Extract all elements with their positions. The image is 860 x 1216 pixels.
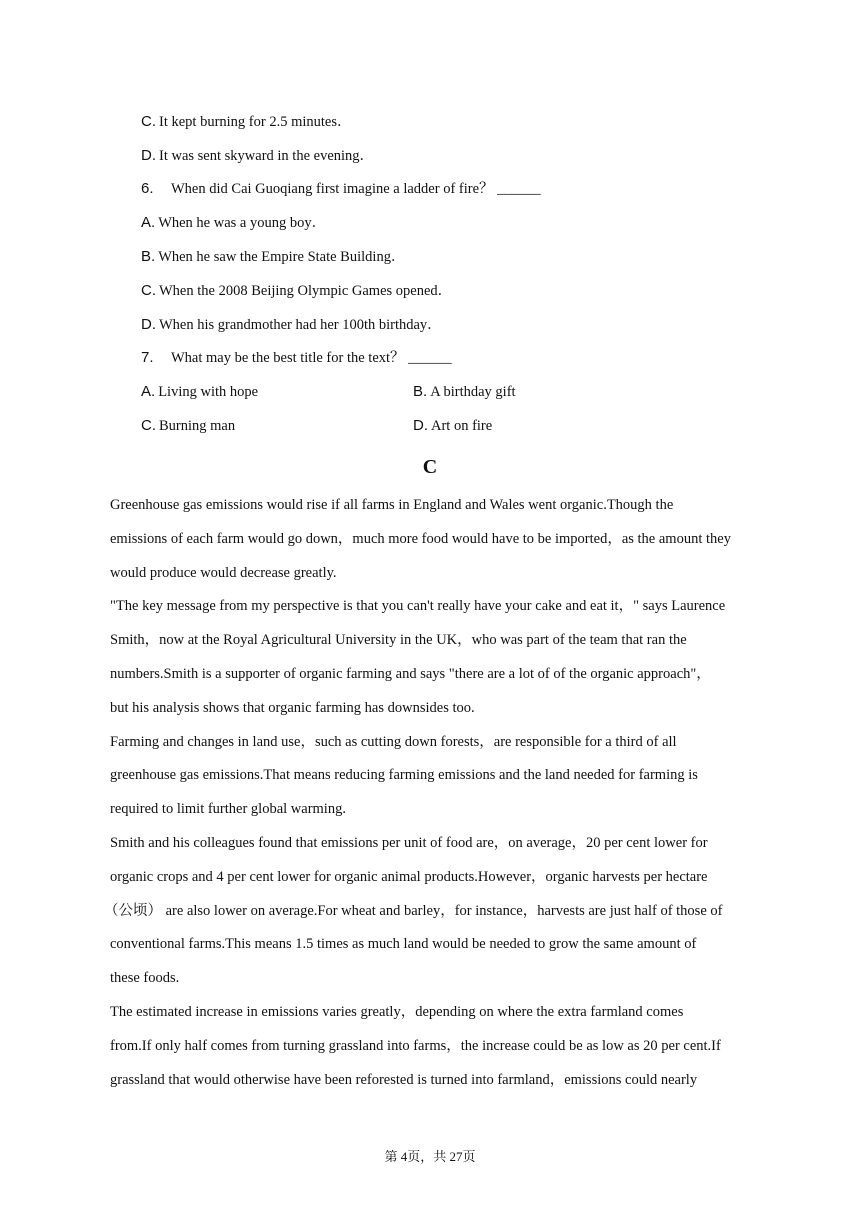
question-text: When did Cai Guoqiang first imagine a ladder of fire？ ______ <box>171 181 541 197</box>
passage-line: Smith and his colleagues found that emissions per unit of food are，on average，20 per cent lower for <box>110 835 708 851</box>
option-text: A birthday gift <box>430 384 516 400</box>
passage-line: from.If only half comes from turning grassland into farms，the increase could be as low as 20 per cent.If <box>110 1038 721 1054</box>
option-letter: C. <box>141 417 156 434</box>
option-text: When he was a young boy． <box>158 215 327 231</box>
option-letter: D. <box>141 316 156 333</box>
option-letter: C. <box>141 282 156 299</box>
option-letter: D. <box>141 147 156 164</box>
question-6 <box>141 179 541 199</box>
section-heading: C <box>422 456 438 478</box>
q6-option-b <box>141 247 405 267</box>
option-text: It was sent skyward in the evening． <box>159 148 375 164</box>
option-letter: B. <box>141 248 156 265</box>
passage-line: these foods. <box>110 970 180 986</box>
passage-line: Greenhouse gas emissions would rise if all farms in England and Wales went organic.Though the <box>110 497 674 513</box>
passage-line: conventional farms.This means 1.5 times as much land would be needed to grow the same amount of <box>110 936 697 952</box>
q7-option-a <box>141 382 258 402</box>
option-letter: D. <box>413 417 428 434</box>
q6-option-d <box>141 315 442 335</box>
passage-line: Farming and changes in land use，such as cutting down forests，are responsible for a third of all <box>110 734 677 750</box>
passage-line: The estimated increase in emissions varies greatly，depending on where the extra farmland comes <box>110 1004 684 1020</box>
passage-line: organic crops and 4 per cent lower for organic animal products.However，organic harvests per hectare <box>110 869 708 885</box>
question-number: 7. <box>141 349 154 366</box>
passage-line: emissions of each farm would go down，much more food would have to be imported，as the amount they <box>110 531 731 547</box>
passage-line: Smith，now at the Royal Agricultural University in the UK，who was part of the team that ran the <box>110 632 687 648</box>
option-text: When he saw the Empire State Building． <box>158 249 406 265</box>
option-letter: C. <box>141 113 156 130</box>
option-d-q5 <box>141 146 374 166</box>
option-text: It kept burning for 2.5 minutes． <box>159 114 352 130</box>
option-text: Burning man <box>159 418 236 434</box>
passage-line: would produce would decrease greatly. <box>110 565 337 581</box>
passage-line: numbers.Smith is a supporter of organic farming and says "there are a lot of of the organic approach"， <box>110 666 711 682</box>
question-text: What may be the best title for the text？ ______ <box>171 350 452 366</box>
option-letter: A. <box>141 214 156 231</box>
question-number: 6. <box>141 180 154 197</box>
option-text: When his grandmother had her 100th birthday． <box>159 317 442 333</box>
passage-line: （公顷） are also lower on average.For wheat and barley，for instance，harvests are just half of those of <box>104 903 723 919</box>
option-c-q5 <box>141 112 352 132</box>
passage-line: greenhouse gas emissions.That means reducing farming emissions and the land needed for farming is <box>110 767 698 783</box>
passage-line: grassland that would otherwise have been reforested is turned into farmland，emissions could nearly <box>110 1072 698 1088</box>
page-footer: 第 4页，共 27页 <box>384 1149 476 1164</box>
q7-option-b <box>413 382 516 402</box>
option-text: Living with hope <box>158 384 259 400</box>
option-letter: A. <box>141 383 156 400</box>
question-7 <box>141 348 452 368</box>
q6-option-c <box>141 281 452 301</box>
option-text: Art on fire <box>431 418 493 434</box>
option-text: When the 2008 Beijing Olympic Games opened． <box>159 283 453 299</box>
passage-line: but his analysis shows that organic farming has downsides too. <box>110 700 475 716</box>
passage-line: required to limit further global warming. <box>110 801 346 817</box>
passage-line: "The key message from my perspective is that you can't really have your cake and eat it，" says Laurence <box>110 598 726 614</box>
q6-option-a <box>141 213 326 233</box>
option-letter: B. <box>413 383 428 400</box>
q7-option-d <box>413 416 492 436</box>
q7-option-c <box>141 416 235 436</box>
